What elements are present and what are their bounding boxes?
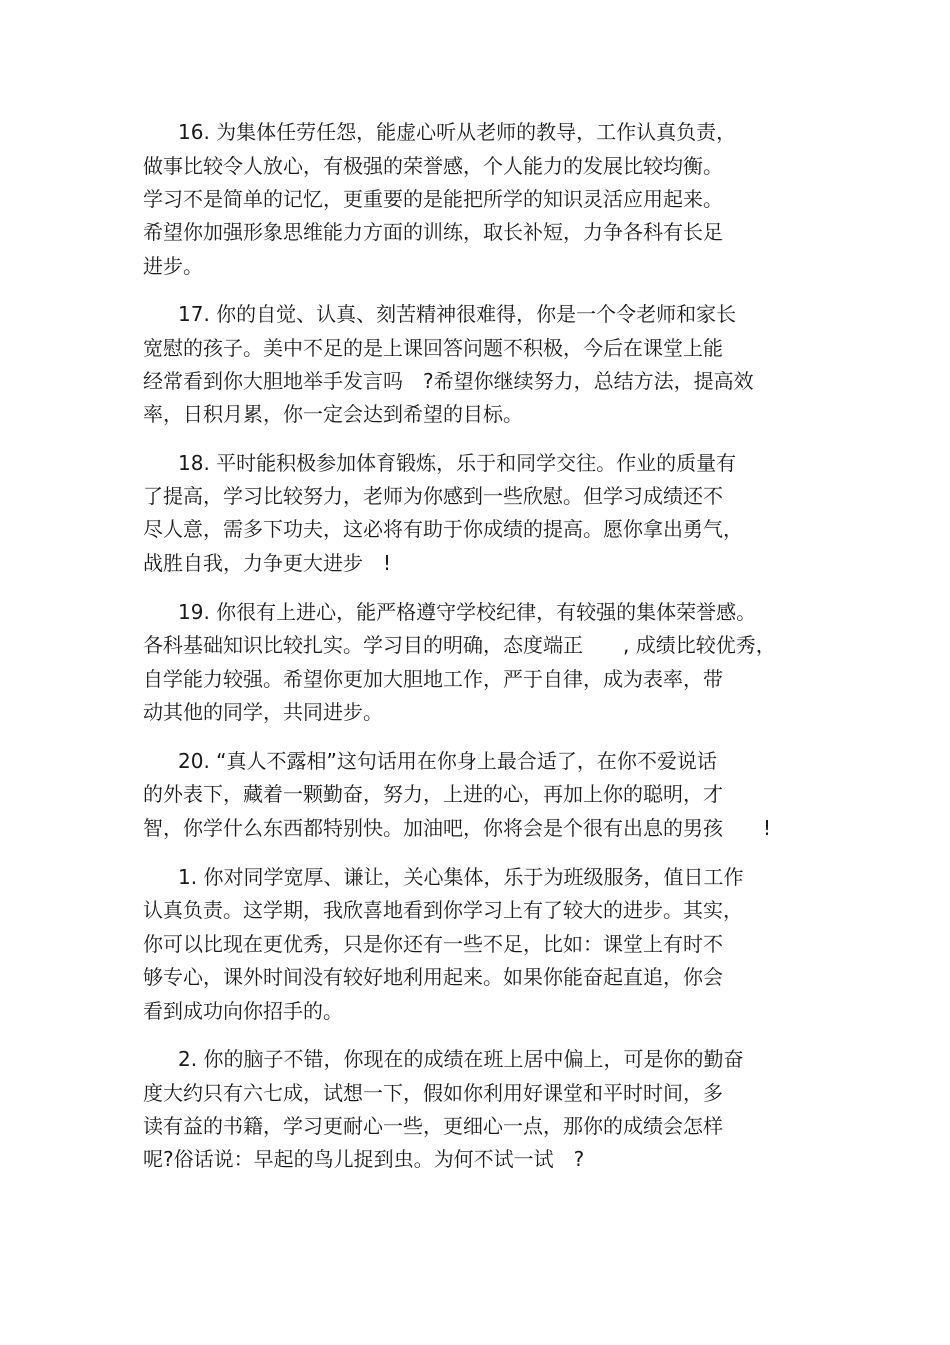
paragraph-line: 智，你学什么东西都特别快。加油吧，你将会是个很有出息的男孩 ! xyxy=(143,816,772,840)
paragraph-line: 20. “真人不露相”这句话用在你身上最合适了，在你不爱说话 xyxy=(178,749,717,773)
paragraph-line: 自学能力较强。希望你更加大胆地工作，严于自律，成为表率，带 xyxy=(143,667,723,691)
paragraph-line: 宽慰的孩子。美中不足的是上课回答问题不积极，今后在课堂上能 xyxy=(143,336,723,360)
paragraph-line: 看到成功向你招手的。 xyxy=(143,999,343,1023)
paragraph-line: 动其他的同学，共同进步。 xyxy=(143,700,383,724)
paragraph-line: 呢?俗话说：早起的鸟儿捉到虫。为何不试一试 ? xyxy=(143,1147,585,1171)
paragraph-line: 16. 为集体任劳任怨，能虚心听从老师的教导，工作认真负责， xyxy=(178,120,737,144)
paragraph-line: 的外表下，藏着一颗勤奋，努力，上进的心，再加上你的聪明，才 xyxy=(143,782,723,806)
paragraph-line: 进步。 xyxy=(143,254,203,278)
paragraph-line: 率，日积月累，你一定会达到希望的目标。 xyxy=(143,402,523,426)
paragraph-line: 2. 你的脑子不错，你现在的成绩在班上居中偏上，可是你的勤奋 xyxy=(178,1047,744,1071)
paragraph-line: 读有益的书籍，学习更耐心一些，更细心一点，那你的成绩会怎样 xyxy=(143,1114,723,1138)
paragraph-line: 经常看到你大胆地举手发言吗 ?希望你继续努力，总结方法，提高效 xyxy=(143,369,754,393)
paragraph-line: 认真负责。这学期，我欣喜地看到你学习上有了较大的进步。其实， xyxy=(143,898,743,922)
paragraph-line: 够专心，课外时间没有较好地利用起来。如果你能奋起直追，你会 xyxy=(143,965,723,989)
paragraph-line: 度大约只有六七成，试想一下，假如你利用好课堂和平时时间，多 xyxy=(143,1081,723,1105)
paragraph-line: 1. 你对同学宽厚、谦让，关心集体，乐于为班级服务，值日工作 xyxy=(178,865,744,889)
paragraph-line: 学习不是简单的记忆，更重要的是能把所学的知识灵活应用起来。 xyxy=(143,187,723,211)
paragraph-line: 了提高，学习比较努力，老师为你感到一些欣慰。但学习成绩还不 xyxy=(143,484,723,508)
paragraph-line: 你可以比现在更优秀，只是你还有一些不足，比如：课堂上有时不 xyxy=(143,932,723,956)
paragraph-line: 尽人意，需多下功夫，这必将有助于你成绩的提高。愿你拿出勇气， xyxy=(143,517,743,541)
paragraph-line: 做事比较令人放心，有极强的荣誉感，个人能力的发展比较均衡。 xyxy=(143,154,723,178)
paragraph-line: 17. 你的自觉、认真、刻苦精神很难得，你是一个令老师和家长 xyxy=(178,302,737,326)
paragraph-line: 希望你加强形象思维能力方面的训练，取长补短，力争各科有长足 xyxy=(143,220,723,244)
paragraph-line: 18. 平时能积极参加体育锻炼，乐于和同学交往。作业的质量有 xyxy=(178,451,737,475)
paragraph-line: 各科基础知识比较扎实。学习目的明确，态度端正 , 成绩比较优秀， xyxy=(143,633,776,657)
paragraph-line: 战胜自我，力争更大进步 ! xyxy=(143,551,392,575)
paragraph-line: 19. 你很有上进心，能严格遵守学校纪律，有较强的集体荣誉感。 xyxy=(178,600,757,624)
